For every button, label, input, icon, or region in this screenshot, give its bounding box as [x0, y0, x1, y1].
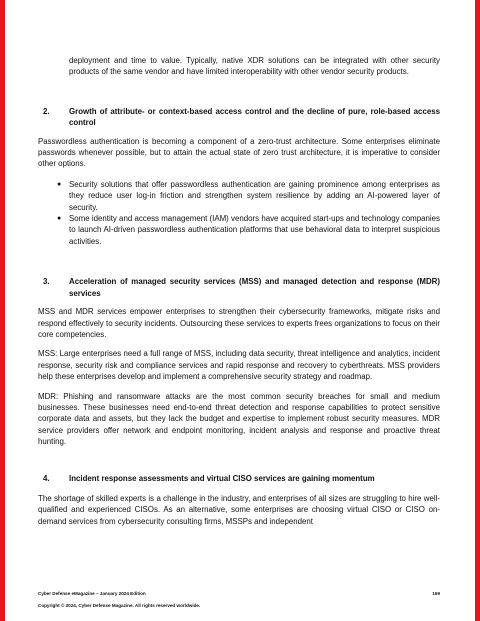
bullet-icon: ●	[57, 215, 62, 223]
section-heading-3	[43, 276, 440, 299]
page-body	[38, 6, 440, 527]
section-heading-4	[43, 473, 440, 484]
paragraph: The shortage of skilled experts is a challenge in the industry, and enterprises of all sizes are struggling to hire well-qualified and experienced CISOs. As an alternative, some enterprises are choosing virtual CISO or CISO on-demand services from cybersecurity consulting firms, MSSPs and independent	[38, 493, 440, 526]
bullet-list	[38, 179, 440, 247]
intro-paragraph: deployment and time to value. Typically, native XDR solutions can be integrated with other security products of the same vendor and have limited interoperability with other vendor security products.	[69, 56, 440, 77]
section-number: 3.	[43, 277, 50, 287]
paragraph: MSS and MDR services empower enterprises to strengthen their cybersecurity frameworks, mitigate risks and respond effectively to security incidents. Outsourcing these services to experts frees organizations to focus on their core competencies.	[38, 307, 440, 339]
right-accent-bar	[475, 0, 480, 621]
list-item-text: Security solutions that offer passwordless authentication are gaining prominence among enterprises as they reduce user log-in friction and strengthen system resilience by adding an AI-powered layer of security.	[69, 179, 440, 212]
section-heading-2	[43, 106, 440, 129]
list-item	[38, 213, 440, 247]
list-item	[38, 179, 440, 213]
section-title: Incident response assessments and virtual CISO services are gaining momentum	[69, 473, 375, 483]
paragraph: Passwordless authentication is becoming a component of a zero-trust architecture. Some enterprises eliminate passwords whenever possible, but to attain the actual state of zero trust architecture, it is imperative to consider other options.	[38, 136, 440, 169]
bullet-icon: ●	[57, 180, 62, 188]
footer-edition: Cyber Defense eMagazine – January 2024 Edition	[38, 591, 146, 596]
section-number: 4.	[43, 473, 50, 483]
section-number: 2.	[43, 106, 50, 116]
footer-copyright: Copyright © 2024, Cyber Defense Magazine. All rights reserved worldwide.	[38, 603, 201, 608]
paragraph: MDR: Phishing and ransomware attacks are the most common security breaches for small and medium businesses. These businesses need end-to-end threat detection and response capabilities to protect sensitive corporate data and assets, but they lack the budget and expertise to implement robust security measures. MDR service providers offer network and endpoint monitoring, incident analysis and response and proactive threat hunting.	[38, 391, 440, 447]
section-title: Growth of attribute- or context-based access control and the decline of pure, role-based access control	[69, 106, 440, 128]
left-accent-bar	[0, 0, 5, 621]
footer-edition-line	[38, 591, 440, 596]
page-number: 169	[432, 591, 440, 596]
list-item-text: Some identity and access management (IAM) vendors have acquired start-ups and technology companies to launch AI-driven passwordless authentication platforms that use behavioral data to interpret suspicious activities.	[69, 214, 440, 246]
section-title: Acceleration of managed security services (MSS) and managed detection and response (MDR) services	[69, 277, 440, 298]
paragraph: MSS: Large enterprises need a full range of MSS, including data security, threat intelligence and analytics, incident response, security risk and compliance services and rapid response and recovery to cyberthreats. MSS providers help these enterprises develop and implement a comprehensive security strategy and roadmap.	[38, 349, 440, 382]
